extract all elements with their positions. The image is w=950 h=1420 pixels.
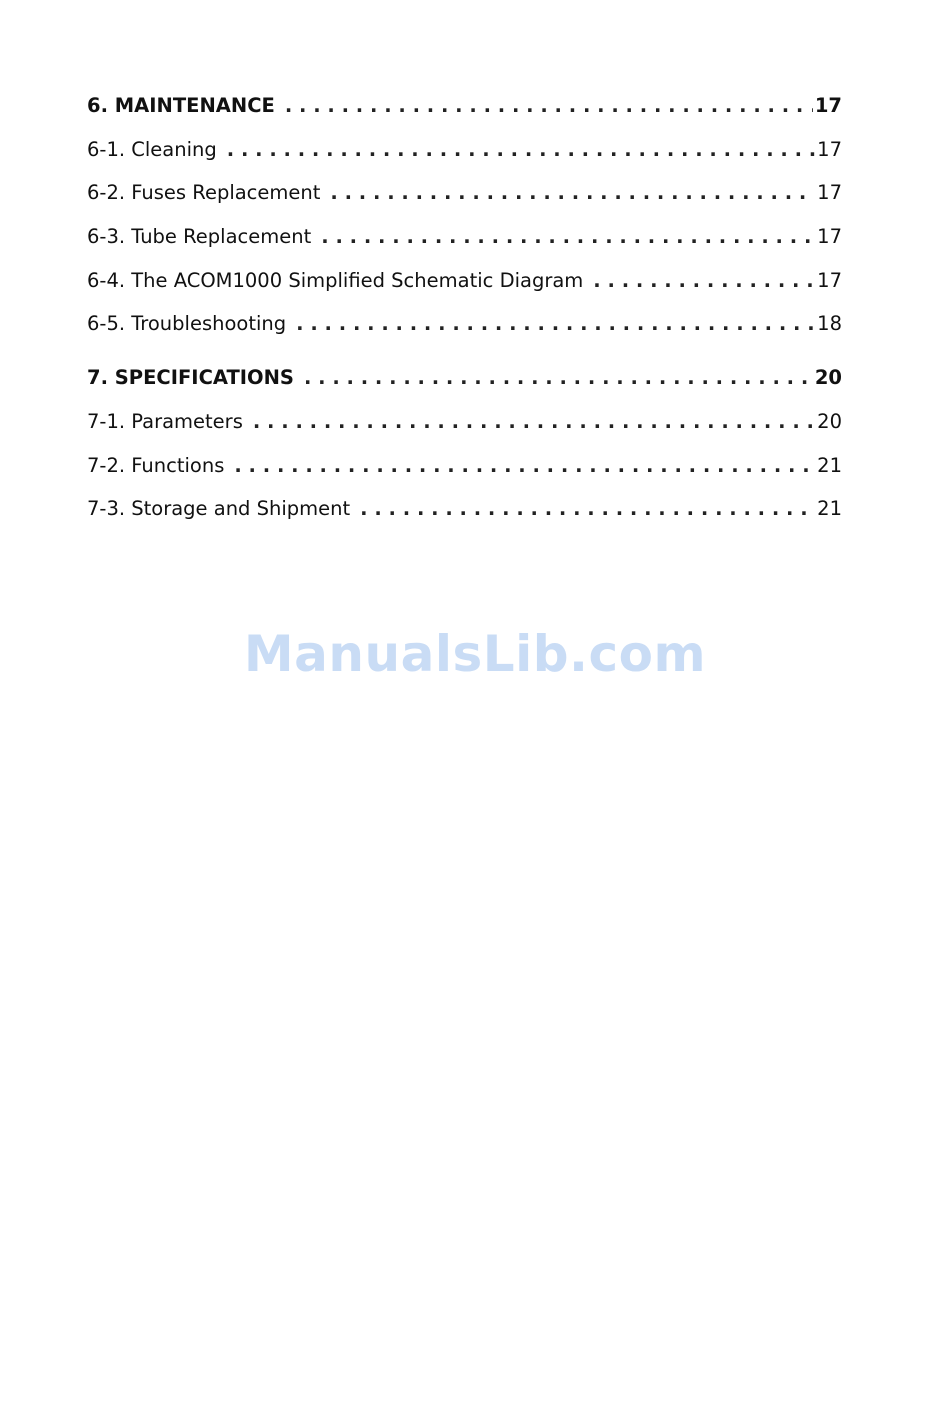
dot-leader — [593, 269, 815, 292]
toc-entry-page: 17 — [817, 181, 842, 204]
toc-entry-title: 6-4. The ACOM1000 Simplified Schematic Diagram — [87, 269, 584, 292]
toc-entry-page: 17 — [817, 269, 842, 292]
dot-leader — [253, 410, 815, 433]
dot-leader — [360, 497, 815, 520]
dot-leader — [227, 138, 815, 161]
toc-entry-tube-replacement[interactable] — [87, 225, 842, 253]
toc-entry-page: 17 — [817, 138, 842, 161]
toc-entry-troubleshooting[interactable] — [87, 312, 842, 340]
toc-entry-page: 21 — [817, 497, 842, 520]
dot-leader — [234, 454, 815, 477]
toc-entry-specifications[interactable] — [87, 366, 842, 394]
dot-leader — [304, 366, 813, 389]
toc-entry-schematic-diagram[interactable] — [87, 269, 842, 297]
dot-leader — [330, 181, 815, 204]
toc-entry-page: 21 — [817, 454, 842, 477]
toc-entry-title: 7-3. Storage and Shipment — [87, 497, 351, 520]
dot-leader — [296, 312, 815, 335]
toc-entry-title: 6. MAINTENANCE — [87, 94, 275, 117]
toc-entry-storage-and-shipment[interactable] — [87, 497, 842, 525]
toc-entry-maintenance[interactable] — [87, 94, 842, 122]
toc-entry-title: 6-2. Fuses Replacement — [87, 181, 321, 204]
dot-leader — [321, 225, 815, 248]
toc-entry-title: 6-5. Troubleshooting — [87, 312, 287, 335]
toc-entry-title: 7-2. Functions — [87, 454, 225, 477]
toc-entry-title: 6-3. Tube Replacement — [87, 225, 312, 248]
watermark: ManualsLib.com — [243, 625, 707, 683]
toc-entry-title: 6-1. Cleaning — [87, 138, 217, 161]
toc-entry-parameters[interactable] — [87, 410, 842, 438]
toc-entry-page: 20 — [814, 366, 842, 389]
toc-entry-page: 18 — [817, 312, 842, 335]
toc-entry-title: 7-1. Parameters — [87, 410, 243, 433]
dot-leader — [285, 94, 813, 117]
toc-entry-page: 20 — [817, 410, 842, 433]
toc-entry-functions[interactable] — [87, 454, 842, 482]
toc-entry-page: 17 — [814, 94, 842, 117]
toc-entry-page: 17 — [817, 225, 842, 248]
toc-entry-title: 7. SPECIFICATIONS — [87, 366, 294, 389]
toc-entry-fuses-replacement[interactable] — [87, 181, 842, 209]
toc-entry-cleaning[interactable] — [87, 138, 842, 166]
